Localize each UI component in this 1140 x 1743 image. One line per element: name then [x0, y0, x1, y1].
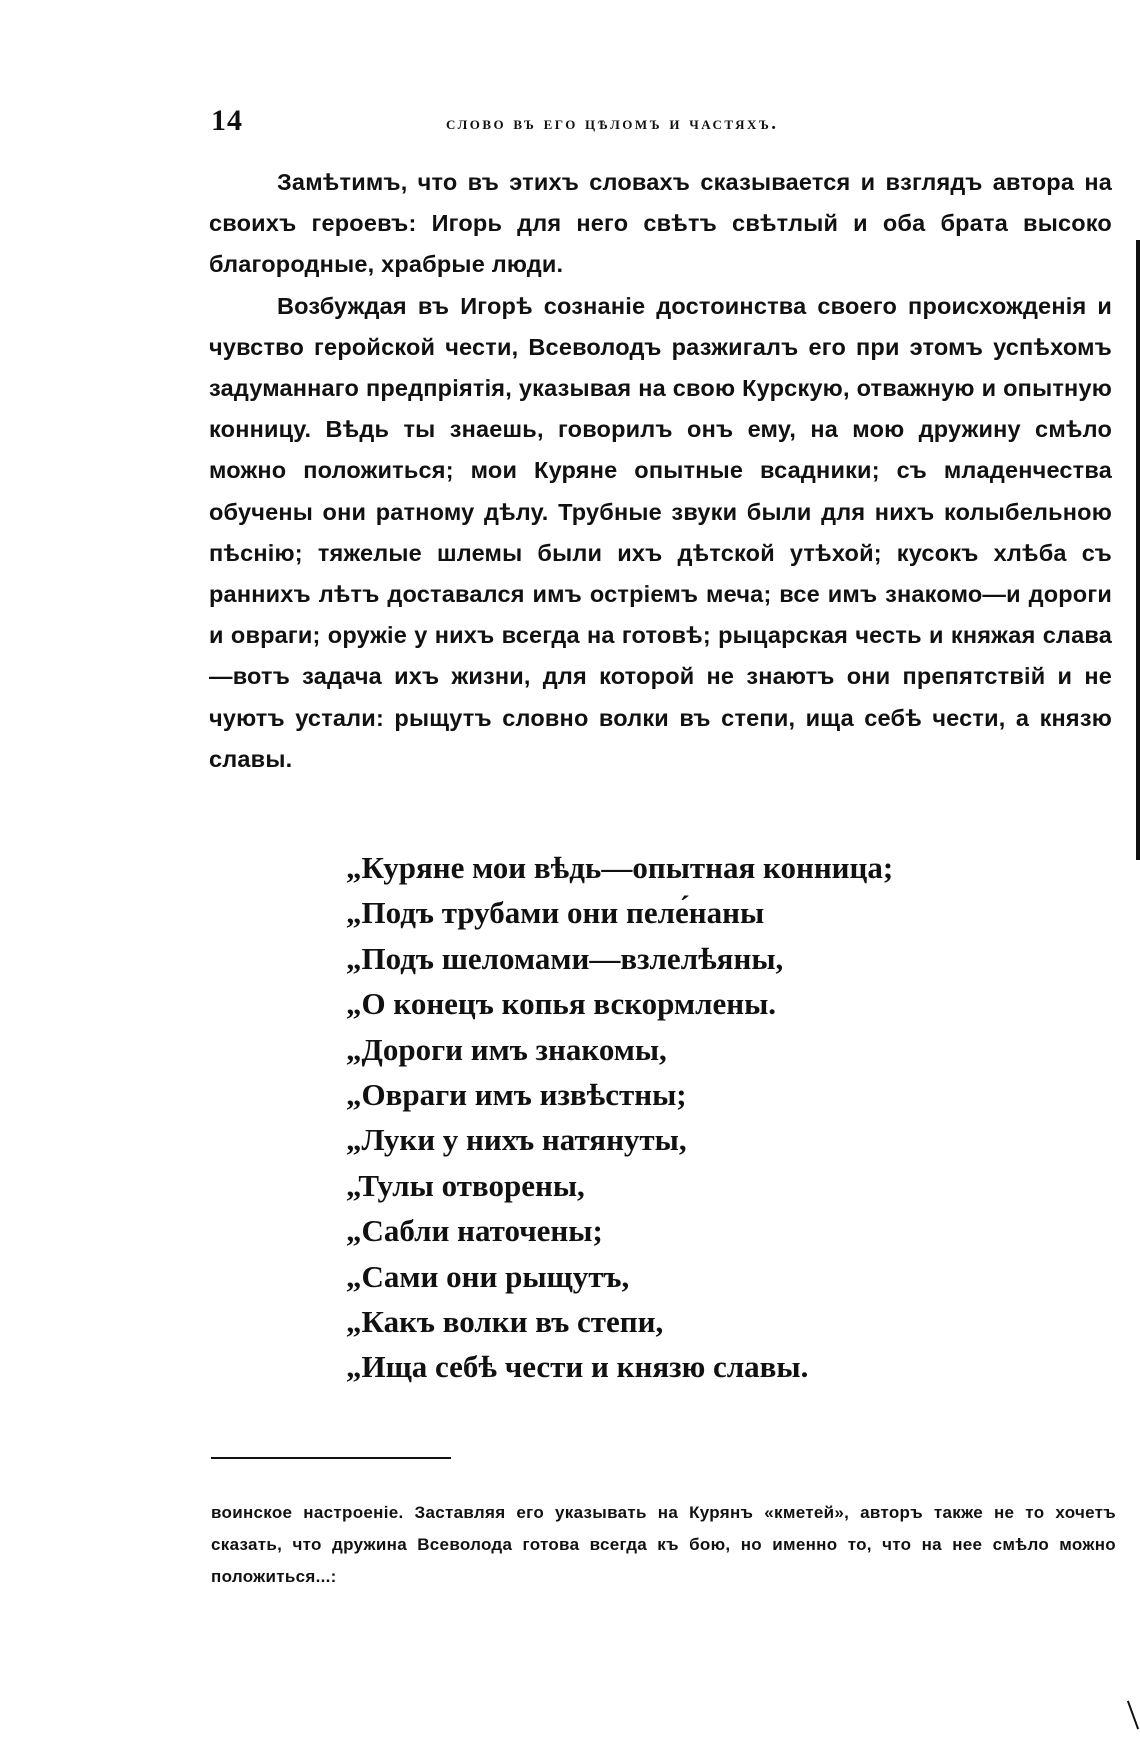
paragraph: Замѣтимъ, что въ этихъ словахъ сказывается и взглядъ автора на своихъ героевъ: Игорь для него свѣтъ свѣтлый и оба брата высоко благородные, храбрые люди. [209, 169, 1112, 278]
verse-line: „Овраги имъ извѣстны; [346, 1077, 687, 1113]
verse-line: „О конецъ копья вскормлены. [346, 986, 777, 1022]
footnote-text: воинское настроеніе. Заставляя его указывать на Курянъ «кметей», авторъ также не то хочетъ сказать, что дружина Всеволода готова всегда къ бою, но именно то, что на нее смѣло можно положиться...: [211, 1503, 1116, 1586]
verse-line: „Луки у нихъ натянуты, [346, 1122, 687, 1158]
verse-line: „Какъ волки въ степи, [346, 1304, 664, 1340]
page-number: 14 [211, 104, 243, 137]
main-text [209, 162, 1112, 780]
verse-line: „Дороги имъ знакомы, [346, 1031, 667, 1067]
verse-line: „Подъ трубами они пеле́наны [346, 895, 765, 931]
verse-line: „Куряне мои вѣдь—опытная конница; [346, 850, 894, 885]
footnote [211, 1497, 1116, 1593]
verse-line: „Сабли наточены; [346, 1213, 603, 1249]
verse-line: „Ища себѣ чести и князю славы. [346, 1349, 809, 1385]
verse-quotation [346, 845, 893, 1390]
scan-edge-mark [1127, 1701, 1139, 1730]
running-head [211, 104, 1111, 144]
scan-edge-line [1136, 240, 1140, 860]
paragraph: Возбуждая въ Игорѣ сознаніе достоинства своего происхожденія и чувство геройской чести, Всеволодъ разжигалъ его при этомъ успѣхомъ задуманнаго предпріятія, указывая на свою Курскую, отважную и опытную конницу. Вѣдь ты знаешь, говорилъ онъ ему, на мою дружину смѣло можно положиться; мои Куряне опытные всадники; съ младенчества обучены они ратному дѣлу. Трубные звуки были для нихъ колыбельною пѣснію; тяжелые шлемы были ихъ дѣтской утѣхой; кусокъ хлѣба съ раннихъ лѣтъ доставался имъ остріемъ меча; все имъ знакомо—и дороги и овраги; оружіе у нихъ всегда на готовѣ; рыцарская честь и княжая слава—вотъ задача ихъ жизни, для которой не знаютъ они препятствій и не чуютъ устали: рыщутъ словно волки въ степи, ища себѣ чести, а князю славы. [209, 292, 1112, 772]
verse-line: „Подъ шеломами—взлелѣяны, [346, 940, 784, 976]
verse-line: „Сами они рыщутъ, [346, 1258, 630, 1294]
running-title: слово въ его цѣломъ и частяхъ. [446, 113, 779, 134]
verse-line: „Тулы отворены, [346, 1167, 585, 1203]
footnote-divider [211, 1457, 451, 1459]
